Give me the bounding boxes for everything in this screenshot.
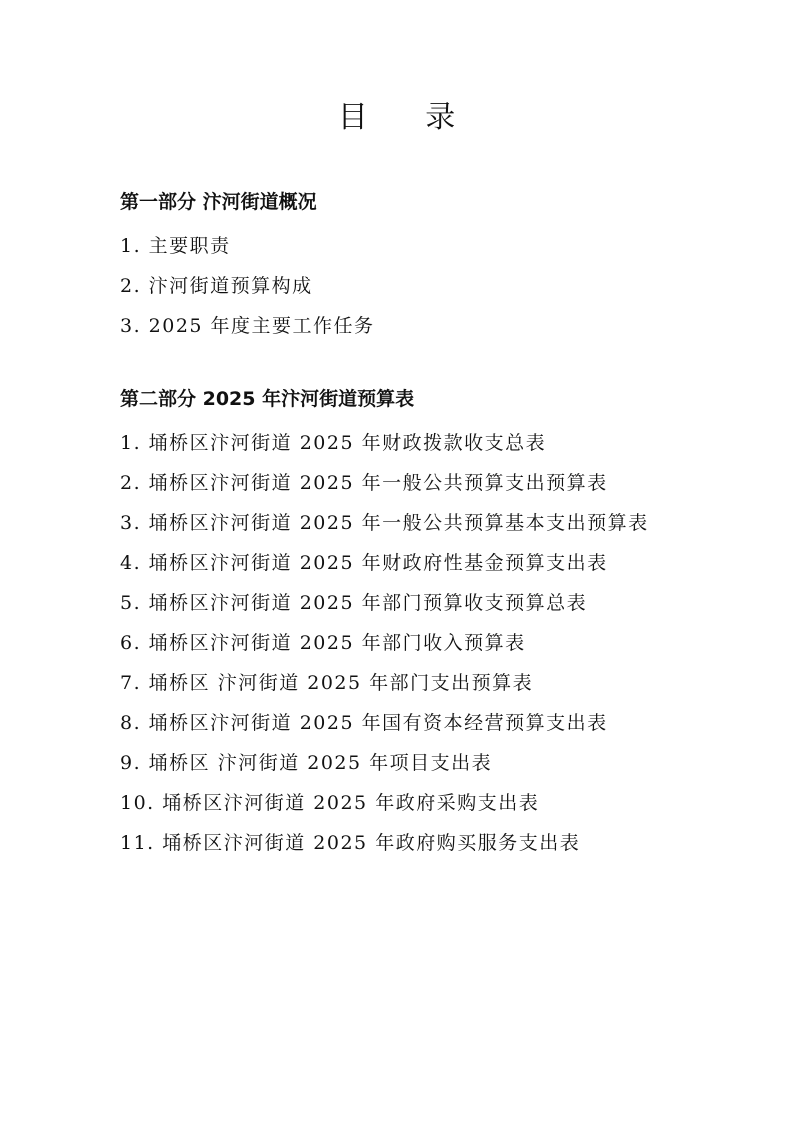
section-heading: 第二部分 2025 年汴河街道预算表	[120, 388, 415, 410]
toc-item: 3. 埇桥区汴河街道 2025 年一般公共预算基本支出预算表	[120, 512, 649, 534]
toc-item: 9. 埇桥区 汴河街道 2025 年项目支出表	[120, 752, 493, 774]
toc-item: 8. 埇桥区汴河街道 2025 年国有资本经营预算支出表	[120, 712, 608, 734]
section-heading: 第一部分 汴河街道概况	[120, 191, 317, 213]
page-title: 目 录	[337, 100, 480, 135]
toc-item: 7. 埇桥区 汴河街道 2025 年部门支出预算表	[120, 672, 534, 694]
toc-section-overview	[120, 186, 760, 346]
toc-item: 4. 埇桥区汴河街道 2025 年财政府性基金预算支出表	[120, 552, 608, 574]
toc-item: 3. 2025 年度主要工作任务	[120, 315, 375, 337]
toc-item: 2. 汴河街道预算构成	[120, 275, 313, 297]
toc-item: 5. 埇桥区汴河街道 2025 年部门预算收支预算总表	[120, 592, 588, 614]
toc-item: 6. 埇桥区汴河街道 2025 年部门收入预算表	[120, 632, 526, 654]
toc-item: 11. 埇桥区汴河街道 2025 年政府购买服务支出表	[120, 832, 581, 854]
toc-list	[120, 226, 760, 346]
toc-item: 1. 主要职责	[120, 235, 231, 257]
toc-section-budget-tables	[120, 383, 760, 863]
toc-item: 10. 埇桥区汴河街道 2025 年政府采购支出表	[120, 792, 540, 814]
toc-item: 2. 埇桥区汴河街道 2025 年一般公共预算支出预算表	[120, 472, 608, 494]
toc-item: 1. 埇桥区汴河街道 2025 年财政拨款收支总表	[120, 432, 547, 454]
toc-list	[120, 423, 760, 863]
